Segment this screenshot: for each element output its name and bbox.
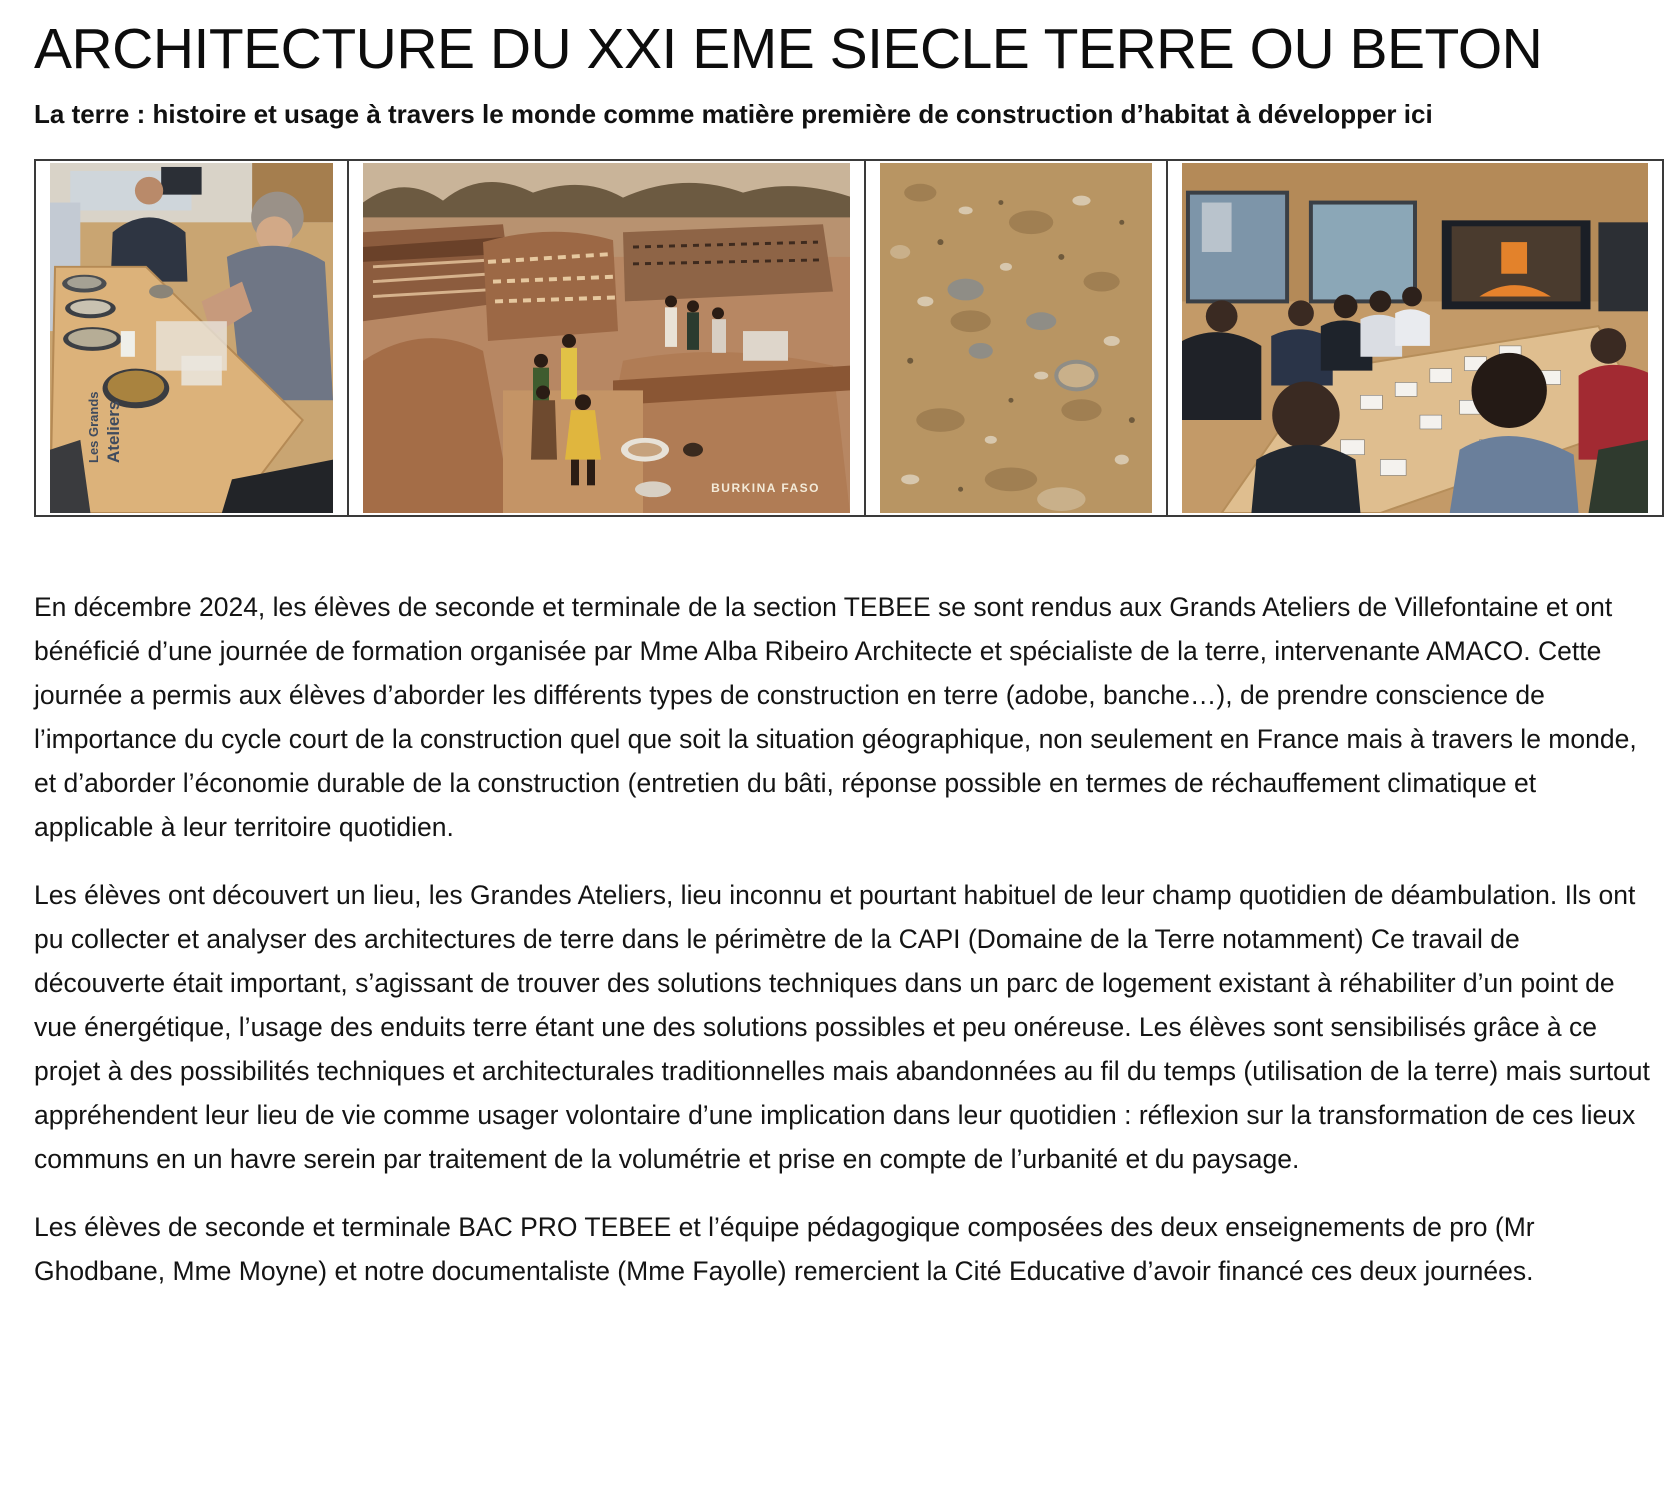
- logo-line-2: Ateliers: [104, 400, 123, 463]
- logo-ateliers-text: [104, 401, 124, 463]
- article-body: [34, 585, 1654, 1317]
- logo-line-1: Les Grands: [86, 391, 101, 463]
- document-title: ARCHITECTURE DU XXI EME SIECLE TERRE OU BETON: [34, 17, 1543, 81]
- soil-photo-image: [880, 163, 1152, 513]
- paragraph-1: En décembre 2024, les élèves de seconde et terminale de la section TEBEE se sont rendus aux Grands Ateliers de Villefontaine et ont bénéficié d’une journée de formation organisée par Mme Alba Ribeiro Architecte et spécialiste de la terre, intervenante AMACO. Cette journée a permis aux élèves d’aborder les différents types de construction en terre (adobe, banche…), de prendre conscience de l’importance du cycle court de la construction quel que soit la situation géographique, non seulement en France mais à travers le monde, et d’aborder l’économie durable de la construction (entretien du bâti, réponse possible en termes de réchauffement climatique et applicable à leur territoire quotidien.: [34, 592, 1637, 842]
- photo-burkina-faso-village: [363, 163, 850, 513]
- paragraph-2: Les élèves ont découvert un lieu, les Grandes Ateliers, lieu inconnu et pourtant habituel de leur champ quotidien de déambulation. Ils ont pu collecter et analyser des architectures de terre dans le périmètre de la CAPI (Domaine de la Terre notamment) Ce travail de découverte était important, s’agissant de trouver des solutions techniques dans un parc de logement existant à réhabiliter d’un point de vue énergétique, l’usage des enduits terre étant une des solutions possibles et peu onéreuse. Les élèves sont sensibilisés grâce à ce projet à des possibilités techniques et architecturales traditionnelles mais abandonnées au fil du temps (utilisation de la terre) mais surtout appréhendent leur lieu de vie comme usager volontaire d’une implication dans leur quotidien : réflexion sur la transformation de ces lieux communs en un havre serein par traitement de la volumétrie et prise en compte de l’urbanité et du paysage.: [34, 880, 1650, 1174]
- burkina-faso-caption: BURKINA FASO: [711, 481, 820, 495]
- photo-strip: [34, 159, 1664, 517]
- photo-soil-gravel-closeup: [880, 163, 1152, 513]
- photo-classroom-students: [1182, 163, 1648, 513]
- logo-les-grands-ateliers: [86, 391, 101, 463]
- burkina-photo-image: [363, 163, 850, 513]
- document-subtitle: La terre : histoire et usage à travers le monde comme matière première de construction d’habitat à développer ici: [34, 99, 1433, 129]
- paragraph-3: Les élèves de seconde et terminale BAC PRO TEBEE et l’équipe pédagogique composées des deux enseignements de pro (Mr Ghodbane, Mme Moyne) et notre documentaliste (Mme Fayolle) remercient la Cité Educative d’avoir financé ces deux journées.: [34, 1212, 1535, 1286]
- photo-cell-classroom: [1168, 161, 1662, 515]
- photo-cell-burkina: [349, 161, 866, 515]
- photo-cell-workshop: [36, 161, 349, 515]
- photo-cell-soil: [866, 161, 1168, 515]
- classroom-photo-image: [1182, 163, 1648, 513]
- photo-workshop-soil-samples: [50, 163, 333, 513]
